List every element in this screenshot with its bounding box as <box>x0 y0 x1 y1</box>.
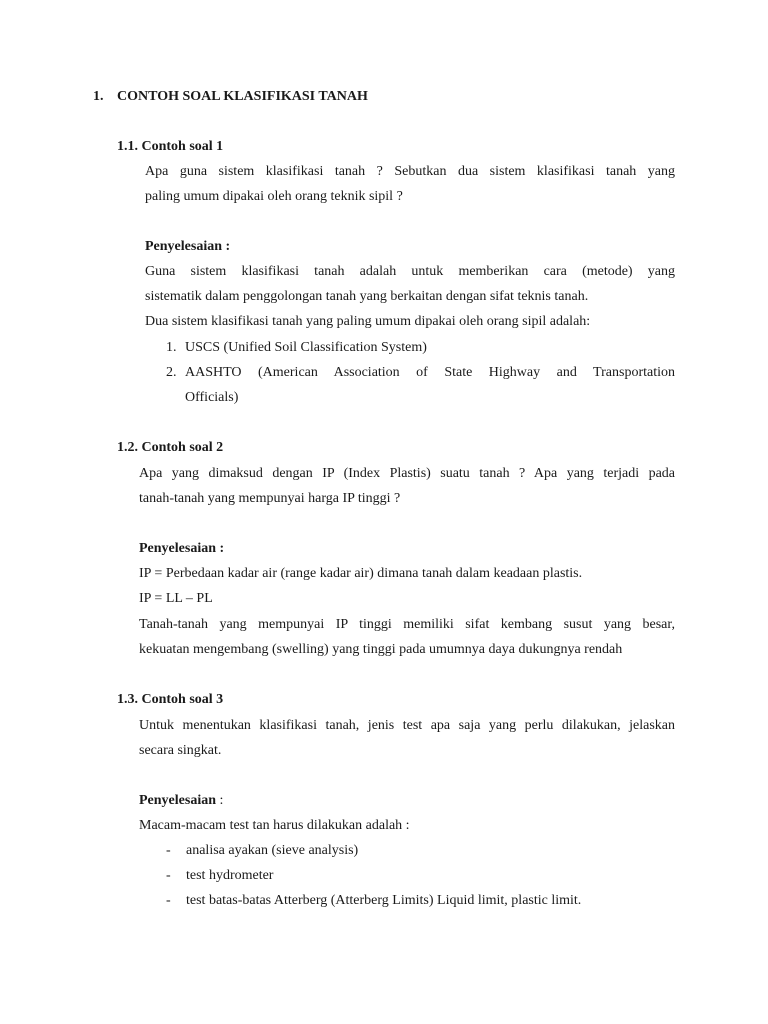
heading-title: CONTOH SOAL KLASIFIKASI TANAH <box>117 89 368 104</box>
section-2-solution-label: Penyelesaian : <box>139 541 225 556</box>
section-3-list-item-1: analisa ayakan (sieve analysis) <box>186 843 359 858</box>
section-3-list-marker-3: - <box>166 893 171 908</box>
section-1-answer-line-2: sistematik dalam penggolongan tanah yang berkaitan dengan sifat teknis tanah. <box>145 289 589 304</box>
section-1-answer-line-1: Guna sistem klasifikasi tanah adalah untuk memberikan cara (metode) yang <box>145 264 675 279</box>
section-2-question-line-1: Apa yang dimaksud dengan IP (Index Plastis) suatu tanah ? Apa yang terjadi pada <box>139 466 675 481</box>
section-3-question-line-2: secara singkat. <box>139 743 222 758</box>
section-1-question-line-2: paling umum dipakai oleh orang teknik sipil ? <box>145 189 403 204</box>
section-1-question-line-1: Apa guna sistem klasifikasi tanah ? Sebutkan dua sistem klasifikasi tanah yang <box>145 164 675 179</box>
section-1-solution-label: Penyelesaian : <box>145 239 231 254</box>
section-3-answer-line-1: Macam-macam test tan harus dilakukan adalah : <box>139 818 410 833</box>
section-2-answer-line-1: IP = Perbedaan kadar air (range kadar air) dimana tanah dalam keadaan plastis. <box>139 566 583 581</box>
section-2-question-line-2: tanah-tanah yang mempunyai harga IP tinggi ? <box>139 491 401 506</box>
section-1-list-item-2-line-1: AASHTO (American Association of State Highway and Transportation <box>185 365 675 380</box>
section-1-answer-line-3: Dua sistem klasifikasi tanah yang paling umum dipakai oleh orang sipil adalah: <box>145 314 591 329</box>
section-3-question-line-1: Untuk menentukan klasifikasi tanah, jenis test apa saja yang perlu dilakukan, jelaskan <box>139 718 675 733</box>
section-3-label: 1.3. Contoh soal 3 <box>117 692 224 707</box>
section-1-list-item-2-line-2: Officials) <box>185 390 239 405</box>
section-1-list-item-1: USCS (Unified Soil Classification System) <box>185 340 427 355</box>
section-1-list-marker-2: 2. <box>166 365 177 380</box>
heading-number: 1. <box>93 89 104 104</box>
section-2-answer-line-3: Tanah-tanah yang mempunyai IP tinggi memiliki sifat kembang susut yang besar, <box>139 617 675 632</box>
section-3-solution-line <box>139 788 223 813</box>
section-2-answer-line-4: kekuatan mengembang (swelling) yang tinggi pada umumnya daya dukungnya rendah <box>139 642 623 657</box>
section-1-label: 1.1. Contoh soal 1 <box>117 139 224 154</box>
section-3-list-marker-1: - <box>166 843 171 858</box>
section-3-solution-label: Penyelesaian <box>139 793 216 808</box>
section-2-label: 1.2. Contoh soal 2 <box>117 440 224 455</box>
section-2-answer-line-2: IP = LL – PL <box>139 591 213 606</box>
section-3-list-item-3: test batas-batas Atterberg (Atterberg Limits) Liquid limit, plastic limit. <box>186 893 582 908</box>
section-3-list-marker-2: - <box>166 868 171 883</box>
section-1-list-marker-1: 1. <box>166 340 177 355</box>
section-3-list-item-2: test hydrometer <box>186 868 274 883</box>
section-3-solution-suffix: : <box>216 793 224 808</box>
